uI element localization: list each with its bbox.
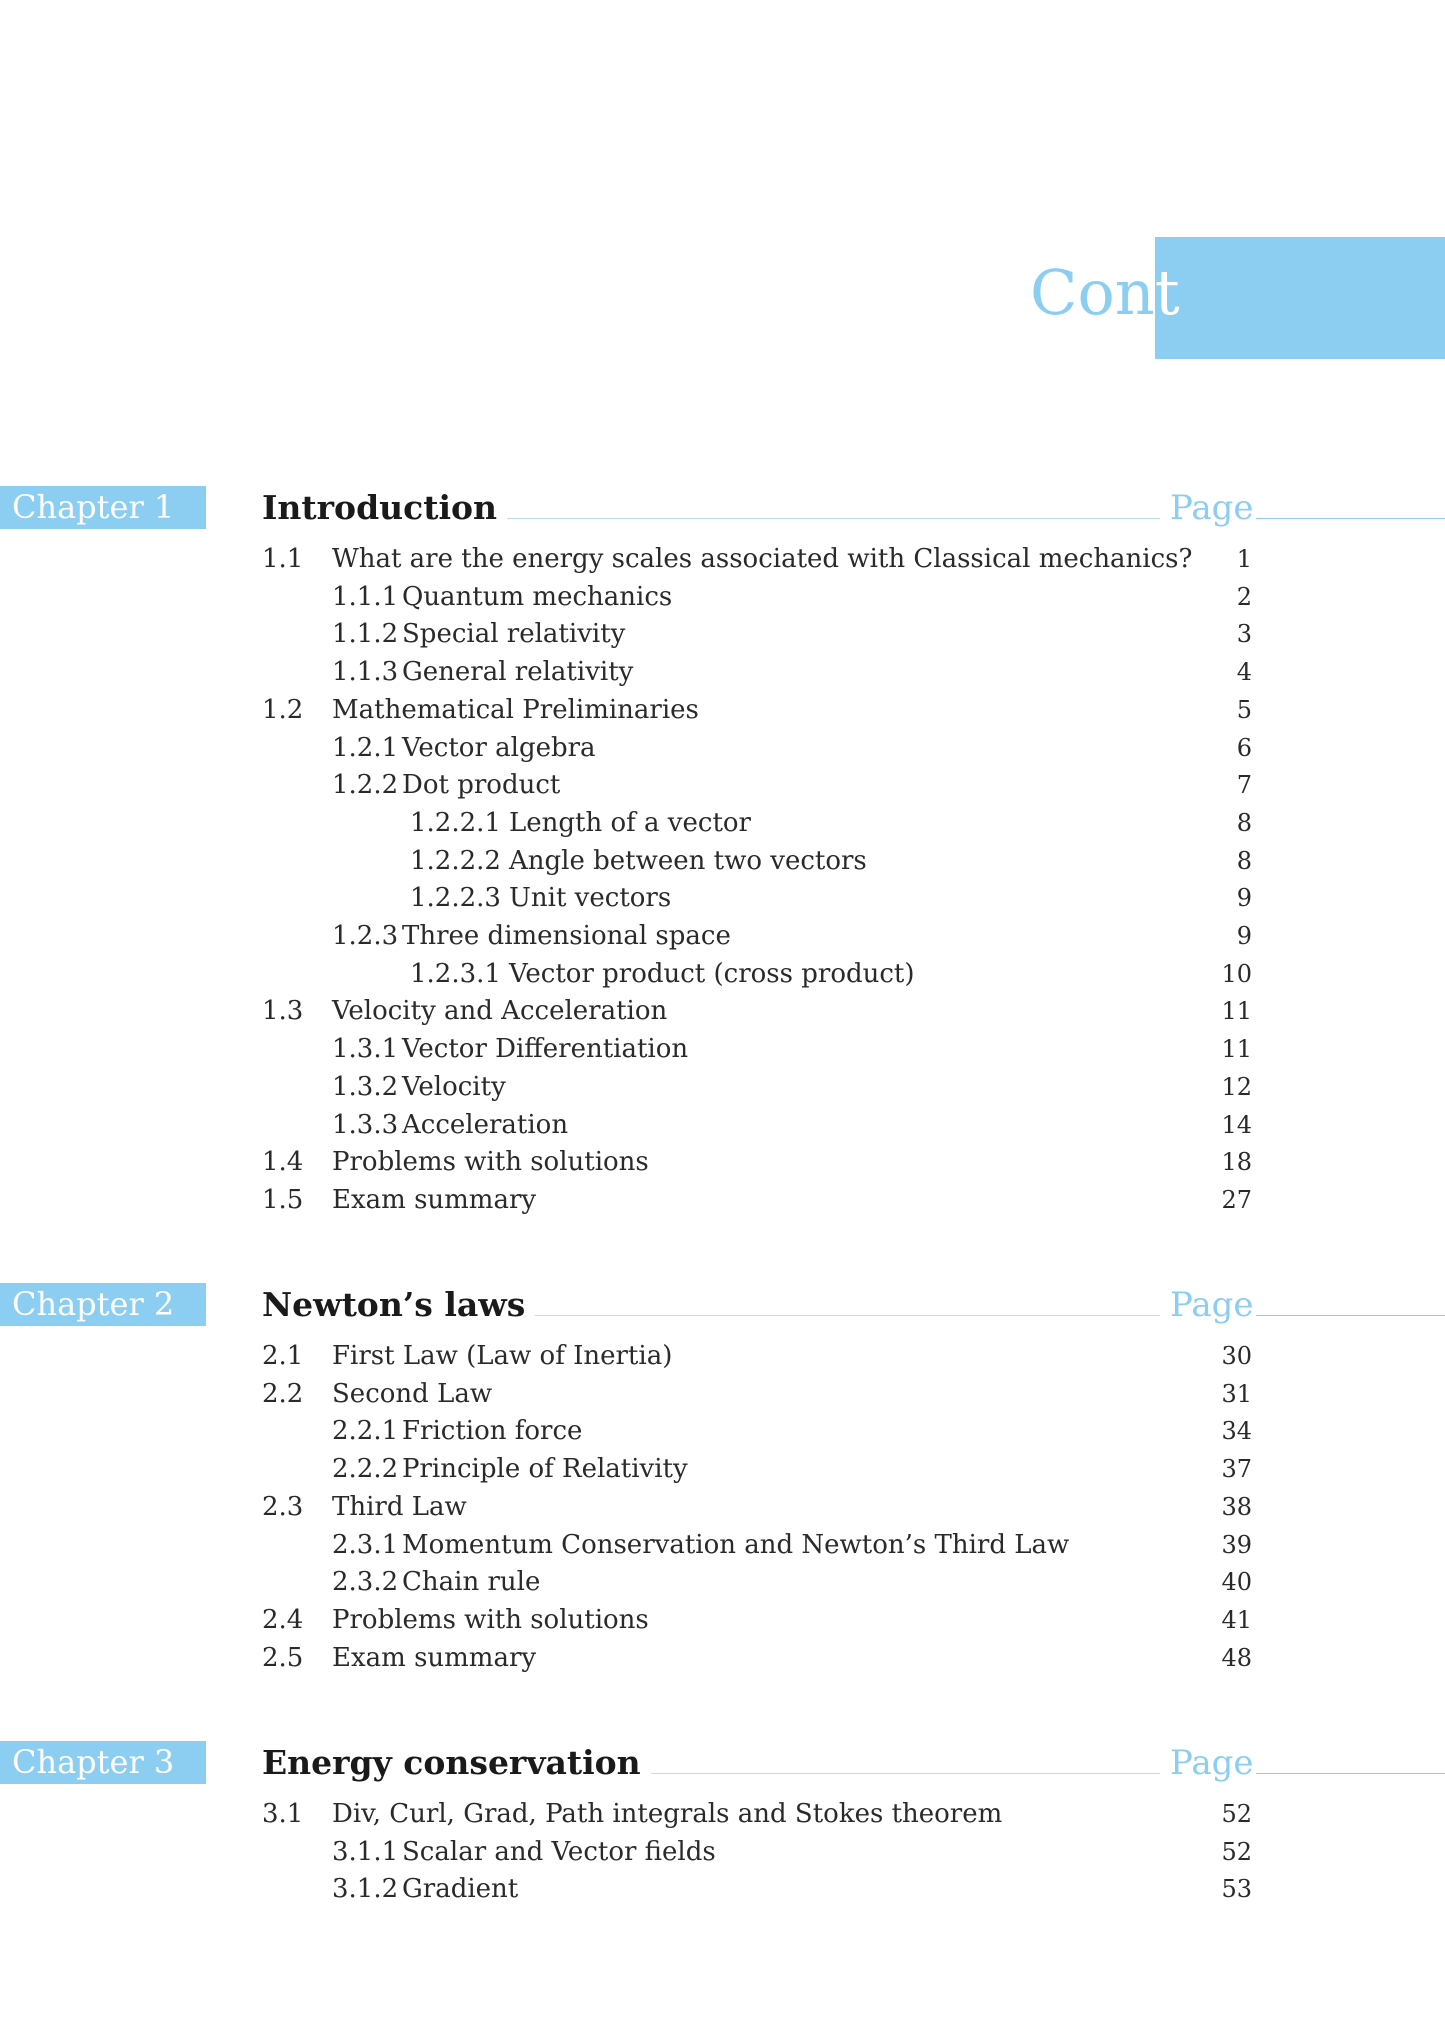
page-title-part: t [1154,256,1180,329]
toc-entry-number: 1.5 [262,1184,304,1215]
toc-entry-page: 39 [1221,1530,1252,1559]
toc-entry-number: 1.2.2.2 [410,845,501,876]
toc-entry-label: First Law (Law of Inertia) [332,1341,673,1371]
toc-entry-page: 37 [1221,1455,1252,1484]
toc-entry-label: Exam summary [332,1184,537,1215]
toc-entry-label: Length of a vector [509,807,751,838]
toc-entry-label: Gradient [402,1874,519,1905]
toc-entry-label: General relativity [402,657,634,688]
toc-entry-label: Friction force [402,1416,583,1447]
toc-entry-number: 2.1 [262,1341,304,1371]
toc-entry-number: 3.1.1 [332,1836,399,1867]
toc-entry-number: 1.2.2.1 [410,807,501,838]
toc-entry-number: 1.1.3 [332,657,399,688]
toc-entry-number: 3.1 [262,1799,304,1829]
toc-entry-label: Quantum mechanics [402,581,673,612]
toc-entry-label: Special relativity [402,619,626,650]
toc-entry-page: 34 [1221,1417,1252,1446]
toc-entry-page: 3 [1236,620,1252,649]
page-rule [1256,518,1445,519]
toc-entry-page: 5 [1236,695,1252,724]
chapter-badge: Chapter 3 [0,1741,206,1784]
toc-entry-number: 1.2.1 [332,732,399,763]
toc-entry-label: Unit vectors [509,883,672,914]
toc-entry-number: 1.1.2 [332,619,399,650]
toc-entry-label: What are the energy scales associated with Classical mechanics? [332,544,1193,574]
page-rule [1256,1315,1445,1316]
chapter-badge: Chapter 1 [0,486,206,529]
toc-entry-number: 1.3 [262,996,304,1027]
toc-entry-label: Div, Curl, Grad, Path integrals and Stokes theorem [332,1799,1003,1829]
toc-entry-page: 8 [1236,808,1252,837]
toc-entry-number: 1.4 [262,1147,304,1178]
chapter-title[interactable]: Energy conservation [262,1743,651,1783]
toc-entry-label: Scalar and Vector fields [402,1836,716,1867]
toc-entry-page: 14 [1221,1110,1252,1139]
toc-entry-label: Acceleration [402,1109,569,1140]
toc-entry-page: 53 [1221,1875,1252,1904]
toc-entry-label: Problems with solutions [332,1147,649,1178]
toc-entry-page: 52 [1221,1837,1252,1866]
toc-entry-number: 1.2.3.1 [410,958,501,989]
toc-entry-page: 30 [1221,1342,1252,1370]
toc-entry-number: 2.5 [262,1642,304,1673]
toc-entry-label: Vector product (cross product) [509,958,915,989]
toc-entry-page: 1 [1236,545,1252,573]
toc-entry-number: 2.3 [262,1491,304,1522]
page-title-part: ents [1179,256,1313,329]
toc-entry-number: 2.2 [262,1378,304,1409]
toc-entry-number: 2.2.1 [332,1416,399,1447]
toc-entry-label: Principle of Relativity [402,1454,688,1485]
toc-entry-label: Problems with solutions [332,1604,649,1635]
toc-entry-page: 27 [1221,1185,1252,1214]
toc-entry-number: 2.3.1 [332,1529,399,1560]
toc-entry-number: 1.2.2.3 [410,883,501,914]
page-column-header: Page [1170,1743,1254,1783]
toc-entry-page: 4 [1236,658,1252,687]
toc-entry-number: 1.3.1 [332,1034,399,1065]
toc-entry-number: 2.4 [262,1604,304,1635]
toc-entry-page: 12 [1221,1072,1252,1101]
toc-entry-number: 1.2.2 [332,770,399,801]
toc-entry-page: 10 [1221,959,1252,988]
chapter-badge: Chapter 2 [0,1283,206,1326]
toc-entry-label: Velocity and Acceleration [332,996,668,1027]
toc-entry-page: 40 [1221,1568,1252,1597]
toc-entry-number: 1.2 [262,694,304,725]
toc-entry-label: Chain rule [402,1567,541,1598]
toc-entry-label: Momentum Conservation and Newton’s Third Law [402,1529,1070,1560]
toc-entry-page: 11 [1221,997,1252,1026]
toc-entry-number: 2.3.2 [332,1567,399,1598]
toc-entry-number: 1.2.3 [332,921,399,951]
toc-entry-page: 6 [1236,733,1252,762]
toc-entry-label: Third Law [332,1491,467,1522]
toc-entry-page: 18 [1221,1148,1252,1177]
chapter-title[interactable]: Introduction [262,488,507,528]
toc-entry-page: 9 [1236,922,1252,950]
toc-entry-page: 8 [1236,846,1252,875]
page-column-header: Page [1170,488,1254,528]
toc-entry-label: Mathematical Preliminaries [332,694,699,725]
toc-entry-label: Vector Differentiation [402,1034,689,1065]
toc-entry-number: 1.3.2 [332,1071,399,1102]
toc-entry-page: 9 [1236,884,1252,913]
toc-entry-page: 31 [1221,1379,1252,1408]
toc-entry-page: 38 [1221,1492,1252,1521]
toc-entry-page: 48 [1221,1643,1252,1672]
toc-entry-label: Dot product [402,770,561,801]
toc-entry-label: Vector algebra [402,732,596,763]
toc-entry-number: 1.3.3 [332,1109,399,1140]
page-rule [1256,1773,1445,1774]
toc-entry-label: Second Law [332,1378,493,1409]
page-title-part: Con [1030,256,1155,329]
page-column-header: Page [1170,1285,1254,1325]
toc-entry-number: 2.2.2 [332,1454,399,1485]
toc-entry-number: 3.1.2 [332,1874,399,1905]
toc-entry-label: Velocity [402,1071,506,1102]
toc-entry-page: 11 [1221,1035,1252,1064]
toc-entry-page: 52 [1221,1800,1252,1828]
toc-entry-number: 1.1 [262,544,304,574]
toc-entry-page: 41 [1221,1605,1252,1634]
toc-entry-label: Three dimensional space [402,921,731,951]
toc-entry-page: 2 [1236,582,1252,611]
toc-entry-page: 7 [1236,771,1252,800]
toc-entry-label: Exam summary [332,1642,537,1673]
page-title [1030,248,1390,338]
toc-entry-number: 1.1.1 [332,581,399,612]
chapter-title[interactable]: Newton’s laws [262,1285,535,1325]
toc-entry-label: Angle between two vectors [509,845,867,876]
